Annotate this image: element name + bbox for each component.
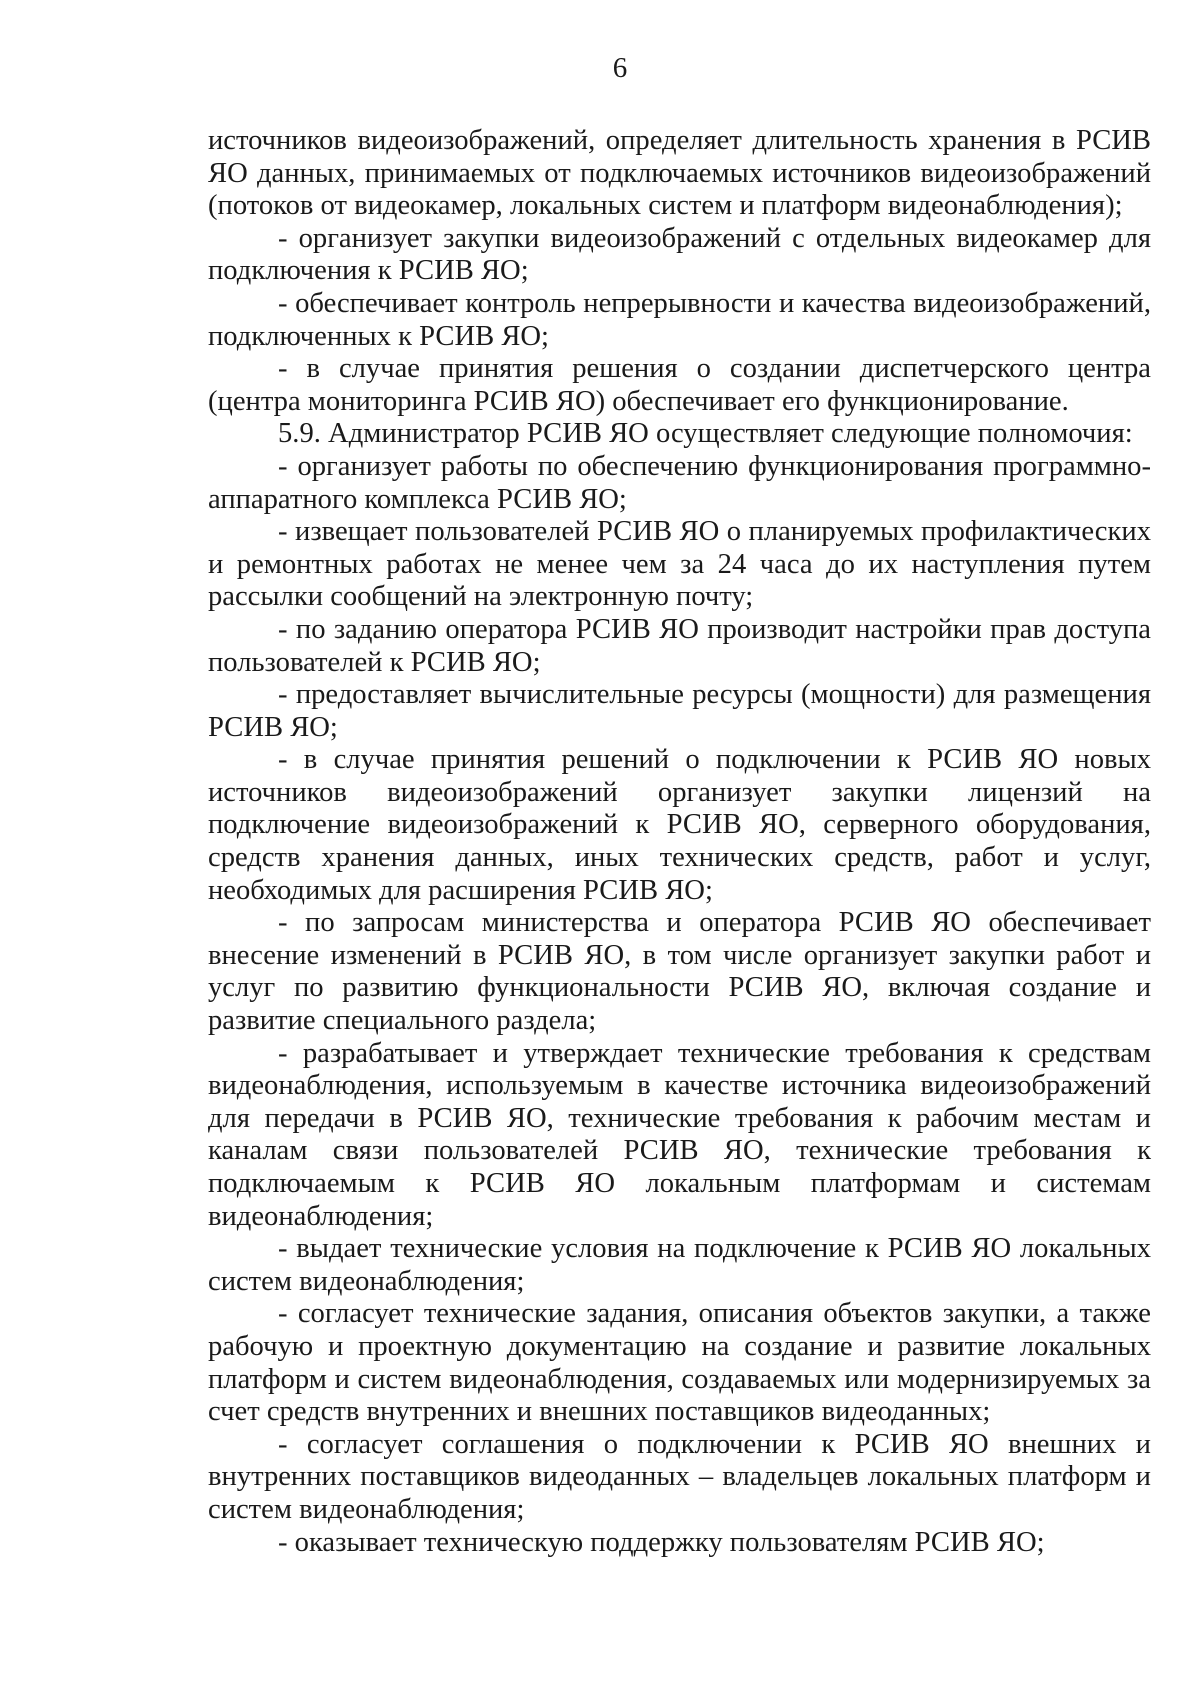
paragraph: - разрабатывает и утверждает технические требования к средствам видеонаблюдения, используемым в качестве источника видеоизображений для передачи в РСИВ ЯО, технические требования к рабочим местам и каналам связи пользователей РСИВ ЯО, технические требования к подключаемым к РСИВ ЯО локальным платформам и системам видеонаблюдения;	[208, 1037, 1151, 1232]
page-number: 6	[612, 52, 628, 84]
paragraph: - в случае принятия решения о создании диспетчерского центра (центра мониторинга РСИВ ЯО) обеспечивает его функционирование.	[208, 353, 1151, 417]
paragraph: - по запросам министерства и оператора РСИВ ЯО обеспечивает внесение изменений в РСИВ ЯО, в том числе организует закупки работ и услуг по развитию функциональности РСИВ ЯО, включая создание и развитие специального раздела;	[208, 907, 1151, 1037]
paragraph: - по заданию оператора РСИВ ЯО производит настройки прав доступа пользователей к РСИВ ЯО;	[208, 613, 1151, 678]
document-body	[208, 125, 1151, 1559]
paragraph: - предоставляет вычислительные ресурсы (мощности) для размещения РСИВ ЯО;	[208, 679, 1151, 743]
paragraph: - обеспечивает контроль непрерывности и качества видеоизображений, подключенных к РСИВ ЯО;	[208, 287, 1151, 352]
paragraph: - выдает технические условия на подключение к РСИВ ЯО локальных систем видеонаблюдения;	[208, 1233, 1151, 1297]
paragraph: - извещает пользователей РСИВ ЯО о планируемых профилактических и ремонтных работах не менее чем за 24 часа до их наступления путем рассылки сообщений на электронную почту;	[208, 516, 1151, 613]
paragraph: - согласует соглашения о подключении к РСИВ ЯО внешних и внутренних поставщиков видеоданных – владельцев локальных платформ и систем видеонаблюдения;	[208, 1428, 1151, 1525]
section-heading-5-9: 5.9. Администратор РСИВ ЯО осуществляет следующие полномочия:	[278, 418, 1133, 450]
paragraph: - в случае принятия решений о подключении к РСИВ ЯО новых источников видеоизображений организует закупки лицензий на подключение видеоизображений к РСИВ ЯО, серверного оборудования, средств хранения данных, иных технических средств, работ и услуг, необходимых для расширения РСИВ ЯО;	[208, 744, 1151, 906]
paragraph: - согласует технические задания, описания объектов закупки, а также рабочую и проектную документацию на создание и развитие локальных платформ и систем видеонаблюдения, создаваемых или модернизируемых за счет средств внутренних и внешних поставщиков видеоданных;	[208, 1298, 1151, 1428]
paragraph-continuation: источников видеоизображений, определяет длительность хранения в РСИВ ЯО данных, принимаемых от подключаемых источников видеоизображений (потоков от видеокамер, локальных систем и платформ видеонаблюдения);	[208, 125, 1151, 222]
paragraph: - организует закупки видеоизображений с отдельных видеокамер для подключения к РСИВ ЯО;	[208, 222, 1151, 287]
paragraph: - оказывает техническую поддержку пользователям РСИВ ЯО;	[278, 1526, 1045, 1558]
paragraph: - организует работы по обеспечению функционирования программно-аппаратного комплекса РСИВ ЯО;	[208, 450, 1151, 515]
